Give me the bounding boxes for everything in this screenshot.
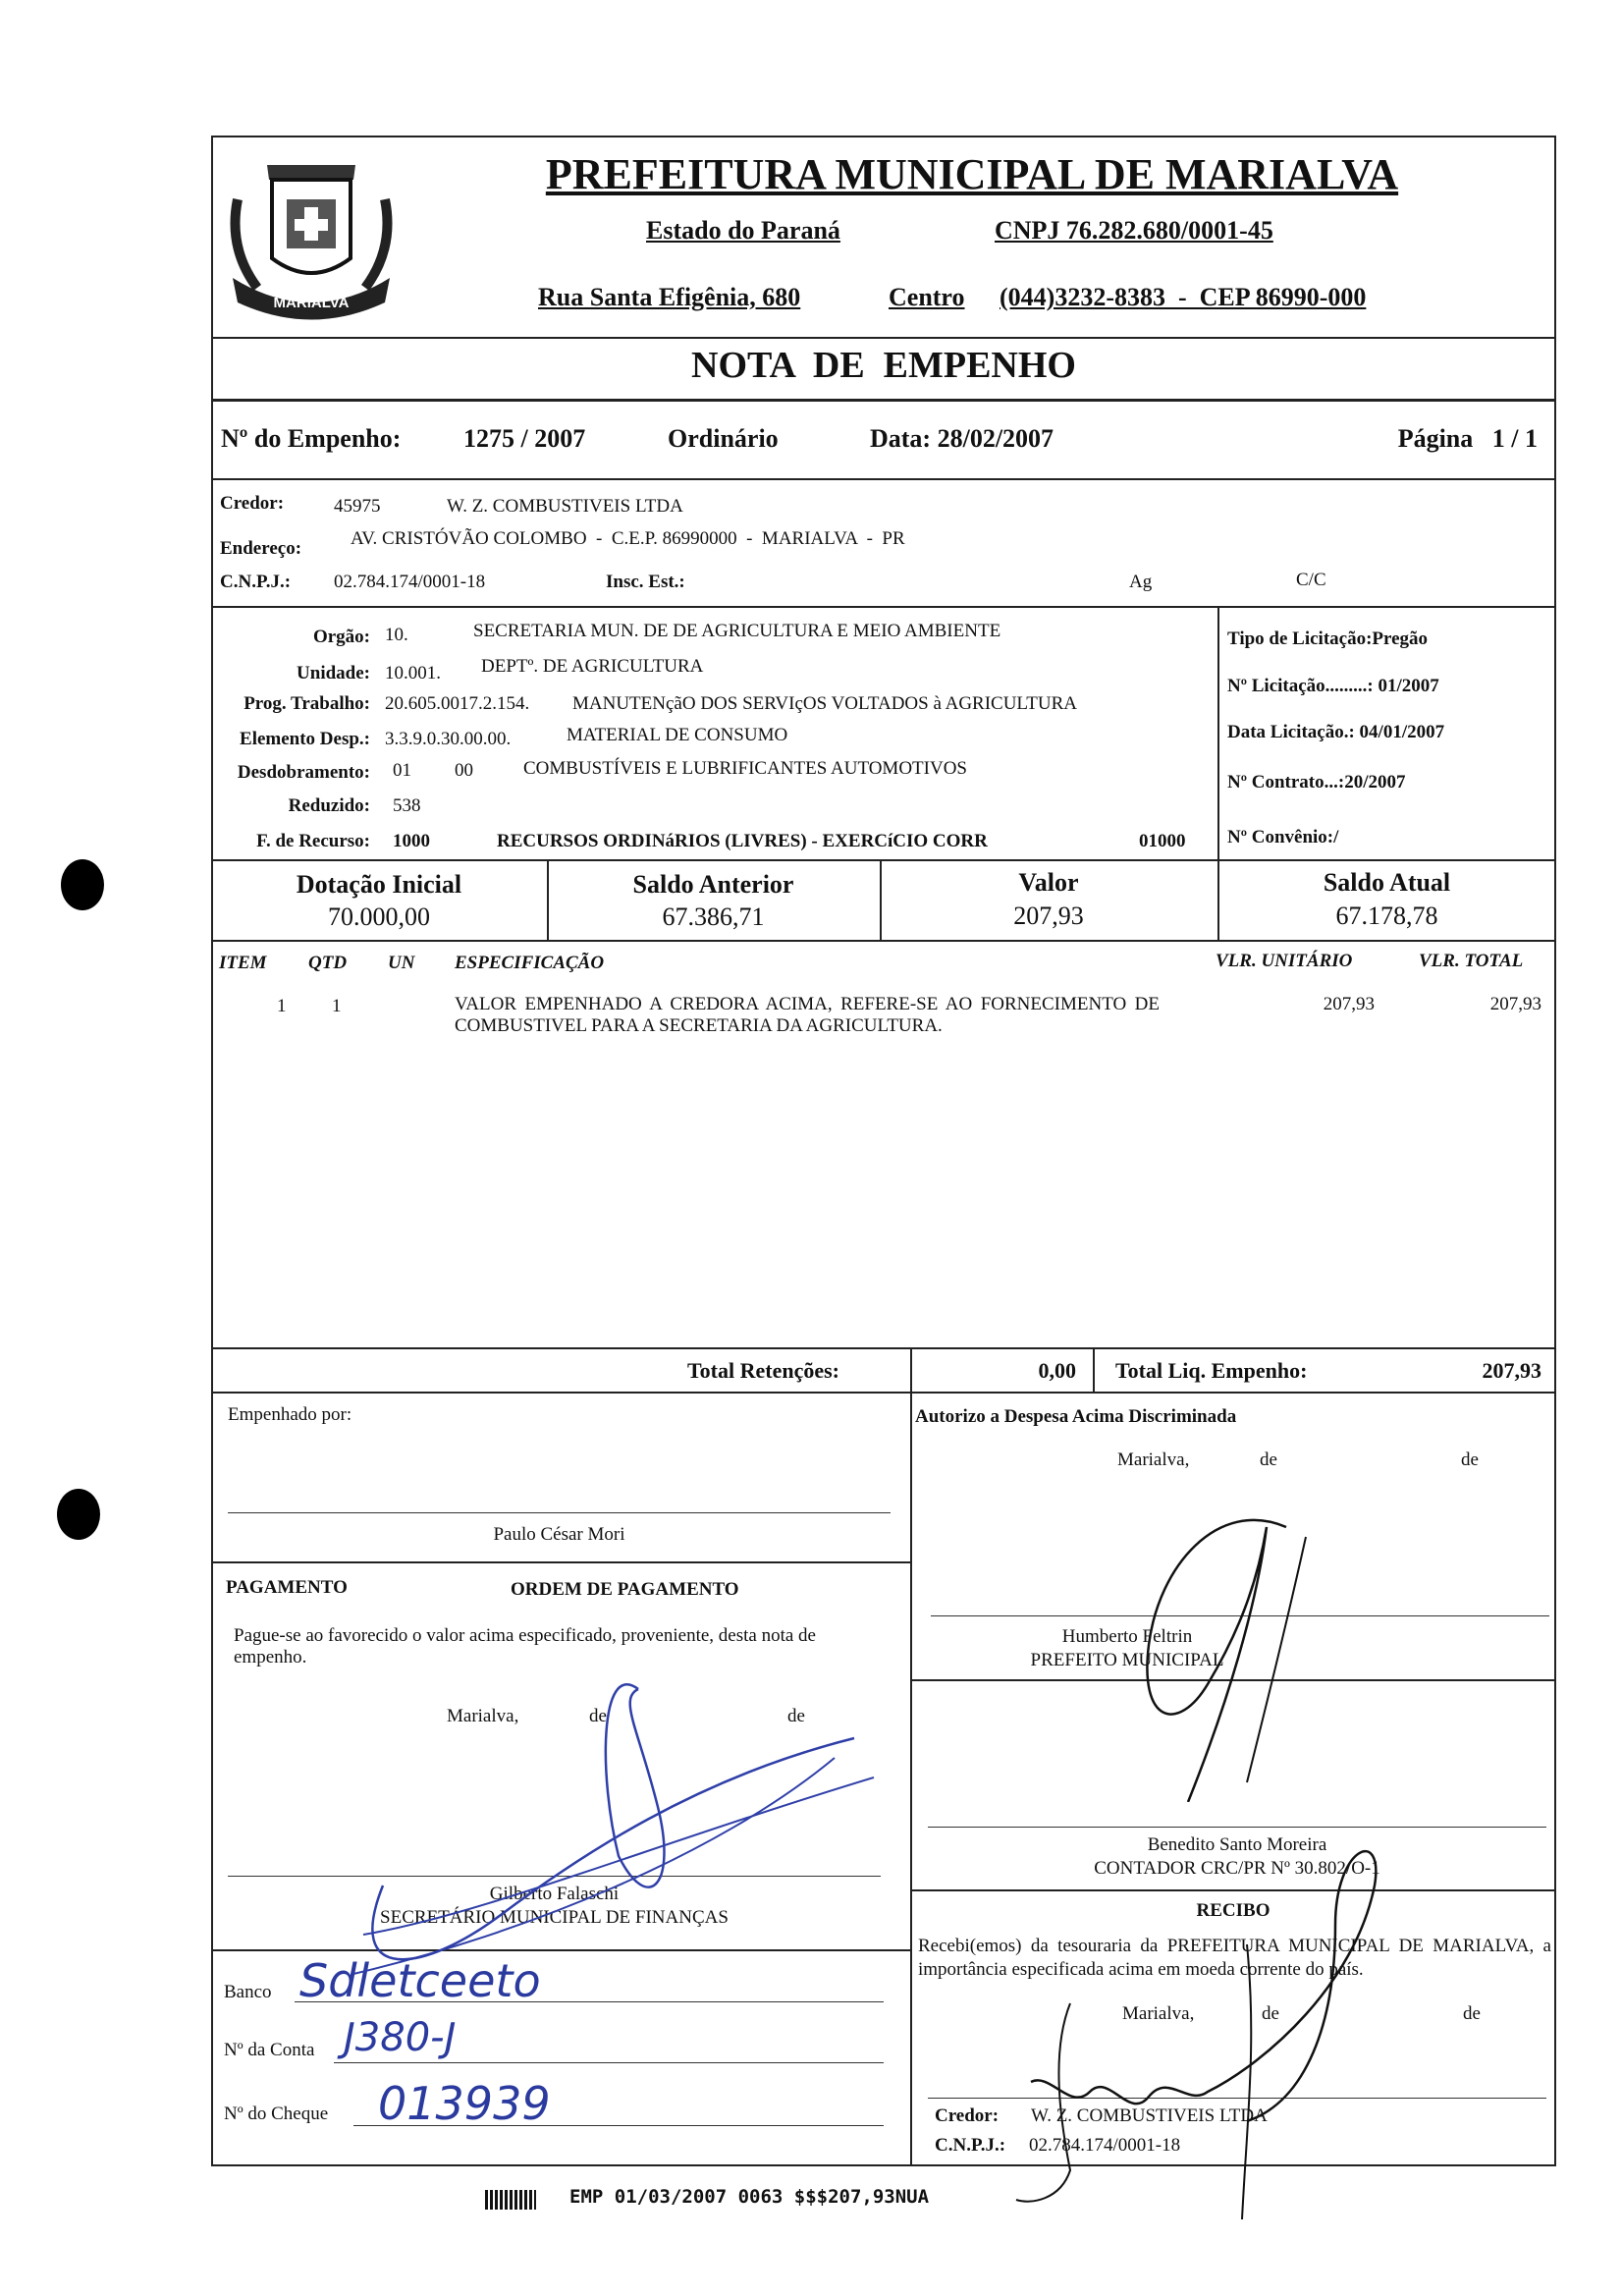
col-un: UN [388,953,415,973]
recibo-credor-name: W. Z. COMBUSTIVEIS LTDA [1031,2105,1268,2126]
punch-hole-bottom [57,1489,100,1540]
col-qtd: QTD [308,953,348,973]
recibo-text: Recebi(emos) da tesouraria da PREFEITURA MUNICIPAL DE MARIALVA, a importância especificada acima em moeda corrente do país. [918,1936,1551,1980]
secretario-name: Gilberto Falaschi [489,1884,620,1904]
contador-role: CONTADOR CRC/PR Nº 30.802/O-1 [1094,1858,1380,1879]
saldo-anterior-label: Saldo Anterior [632,870,794,899]
orgao-label: Orgão: [312,627,370,647]
saldo-anterior-value: 67.386,71 [662,902,765,931]
pagamento-city: Marialva, [447,1706,519,1726]
cc-label: C/C [1296,570,1326,590]
prog-code: 20.605.0017.2.154. [385,693,530,714]
credor-address: AV. CRISTÓVÃO COLOMBO - C.E.P. 86990000 - MARIALVA - PR [351,528,905,549]
total-retencoes-value: 0,00 [1038,1358,1076,1383]
empenhado-label: Empenhado por: [228,1404,352,1425]
unidade-name: DEPTº. DE AGRICULTURA [481,656,704,677]
dotacao-inicial-label: Dotação Inicial [296,870,462,899]
header-phone-cep: (044)3232-8383 - CEP 86990-000 [1000,283,1367,311]
ag-label: Ag [1129,572,1153,592]
recibo-credor-label: Credor: [935,2105,1000,2126]
empenho-type: Ordinário [668,424,779,453]
header-district: Centro [889,283,965,311]
header-title: PREFEITURA MUNICIPAL DE MARIALVA [545,150,1399,198]
pagamento-de2: de [787,1706,805,1726]
header-cnpj: CNPJ 76.282.680/0001-45 [995,216,1273,245]
barcode-mark [485,2190,536,2210]
elemento-name: MATERIAL DE CONSUMO [567,725,788,745]
cheque-handwritten: 013939 [378,2077,551,2130]
ordem-pagamento-label: ORDEM DE PAGAMENTO [511,1579,739,1600]
desdobramento-label: Desdobramento: [237,762,370,783]
prog-label: Prog. Trabalho: [243,693,370,714]
signature-credor [1011,1827,1414,2219]
insc-label: Insc. Est.: [606,572,685,592]
col-vlr-unitario: VLR. UNITÁRIO [1216,951,1353,971]
pagamento-de1: de [589,1706,607,1726]
item-vlr-total: 207,93 [1489,994,1541,1014]
crest-logo [218,140,405,332]
pagamento-text: Pague-se ao favorecido o valor acima especificado, proveniente, desta nota de empenho. [234,1625,816,1667]
signature-prefeito [1119,1507,1335,1802]
saldo-atual-label: Saldo Atual [1323,868,1451,897]
banco-label: Banco [224,1982,272,2002]
header-address: Rua Santa Efigênia, 680 [538,283,801,311]
recibo-label: RECIBO [1196,1900,1271,1921]
banco-handwritten: Sdletceeto [299,1954,541,2007]
reduzido-label: Reduzido: [288,795,370,816]
recibo-cnpj-label: C.N.P.J.: [935,2135,1006,2156]
document-title: NOTA DE EMPENHO [691,345,1076,386]
orgao-code: 10. [385,625,408,645]
empenhado-name: Paulo César Mori [493,1524,625,1545]
recibo-de2: de [1463,2003,1481,2024]
col-especificacao: ESPECIFICAÇÃO [455,953,605,973]
col-item: ITEM [219,953,267,973]
empenho-label: Nº do Empenho: [221,424,402,453]
licitacao-contrato: Nº Contrato...:20/2007 [1227,772,1406,793]
item-number: 1 [277,996,287,1016]
autorizo-de2: de [1461,1449,1479,1470]
autorizo-city: Marialva, [1117,1449,1190,1470]
valor-label: Valor [1018,868,1079,897]
col-vlr-total: VLR. TOTAL [1419,951,1524,971]
recurso-name: RECURSOS ORDINáRIOS (LIVRES) - EXERCíCIO CORR [497,831,988,851]
unidade-label: Unidade: [297,663,370,683]
crest-banner-text: MARIALVA [273,295,350,311]
unidade-code: 10.001. [385,663,441,683]
valor-value: 207,93 [1013,902,1084,930]
cnpj-label: C.N.P.J.: [220,572,292,592]
pagamento-label: PAGAMENTO [226,1577,348,1598]
recurso-code: 1000 [393,831,430,851]
total-liquido-label: Total Liq. Empenho: [1115,1358,1308,1383]
recibo-cnpj: 02.784.174/0001-18 [1029,2135,1181,2156]
desdobramento-code2: 00 [455,760,473,781]
prog-name: MANUTENçãO DOS SERVIçOS VOLTADOS à AGRICULTURA [572,693,1078,714]
punch-hole-top [61,859,104,910]
saldo-atual-value: 67.178,78 [1335,902,1438,930]
page-number: Página 1 / 1 [1397,424,1538,453]
header-state: Estado do Paraná [646,216,840,245]
total-retencoes-label: Total Retenções: [687,1358,839,1383]
licitacao-tipo: Tipo de Licitação:Pregão [1227,629,1429,649]
prefeito-role: PREFEITO MUNICIPAL [1030,1650,1224,1670]
autorizo-label: Autorizo a Despesa Acima Discriminada [915,1406,1237,1427]
signature-secretario [324,1660,884,1994]
credor-name: W. Z. COMBUSTIVEIS LTDA [447,496,683,517]
licitacao-data: Data Licitação.: 04/01/2007 [1227,722,1445,742]
recibo-city: Marialva, [1122,2003,1195,2024]
secretario-role: SECRETÁRIO MUNICIPAL DE FINANÇAS [380,1907,729,1928]
payment-stamp: EMP 01/03/2007 0063 $$$207,93NUA [569,2186,930,2208]
recibo-de1: de [1262,2003,1279,2024]
empenho-date: Data: 28/02/2007 [870,424,1054,453]
address-label: Endereço: [220,538,302,559]
conta-label: Nº da Conta [224,2040,315,2060]
item-vlr-unitario: 207,93 [1323,994,1375,1014]
desdobramento-code1: 01 [393,760,411,781]
reduzido-code: 538 [393,795,421,816]
desdobramento-name: COMBUSTÍVEIS E LUBRIFICANTES AUTOMOTIVOS [523,758,967,779]
licitacao-numero: Nº Licitação.........: 01/2007 [1227,676,1439,696]
recurso-code2: 01000 [1139,831,1186,851]
credor-code: 45975 [334,496,381,517]
contador-name: Benedito Santo Moreira [1147,1834,1327,1855]
elemento-label: Elemento Desp.: [240,729,370,749]
credor-label: Credor: [220,493,285,514]
credor-cnpj: 02.784.174/0001-18 [334,572,486,592]
elemento-code: 3.3.9.0.30.00.00. [385,729,512,749]
recurso-label: F. de Recurso: [256,831,370,851]
prefeito-name: Humberto Feltrin [1061,1626,1193,1647]
total-liquido-value: 207,93 [1482,1358,1541,1383]
dotacao-inicial-value: 70.000,00 [328,902,430,931]
item-qtd: 1 [332,996,342,1016]
item-especificacao: VALOR EMPENHADO A CREDORA ACIMA, REFERE-SE AO FORNECIMENTO DE COMBUSTIVEL PARA A SECRETARIA DA AGRICULTURA. [455,994,1160,1036]
autorizo-de1: de [1260,1449,1277,1470]
orgao-name: SECRETARIA MUN. DE DE AGRICULTURA E MEIO AMBIENTE [473,621,1001,641]
licitacao-convenio: Nº Convênio:/ [1227,827,1339,847]
empenho-number: 1275 / 2007 [463,424,586,453]
cheque-label: Nº do Cheque [224,2104,329,2124]
conta-handwritten: J380-J [344,2015,457,2060]
